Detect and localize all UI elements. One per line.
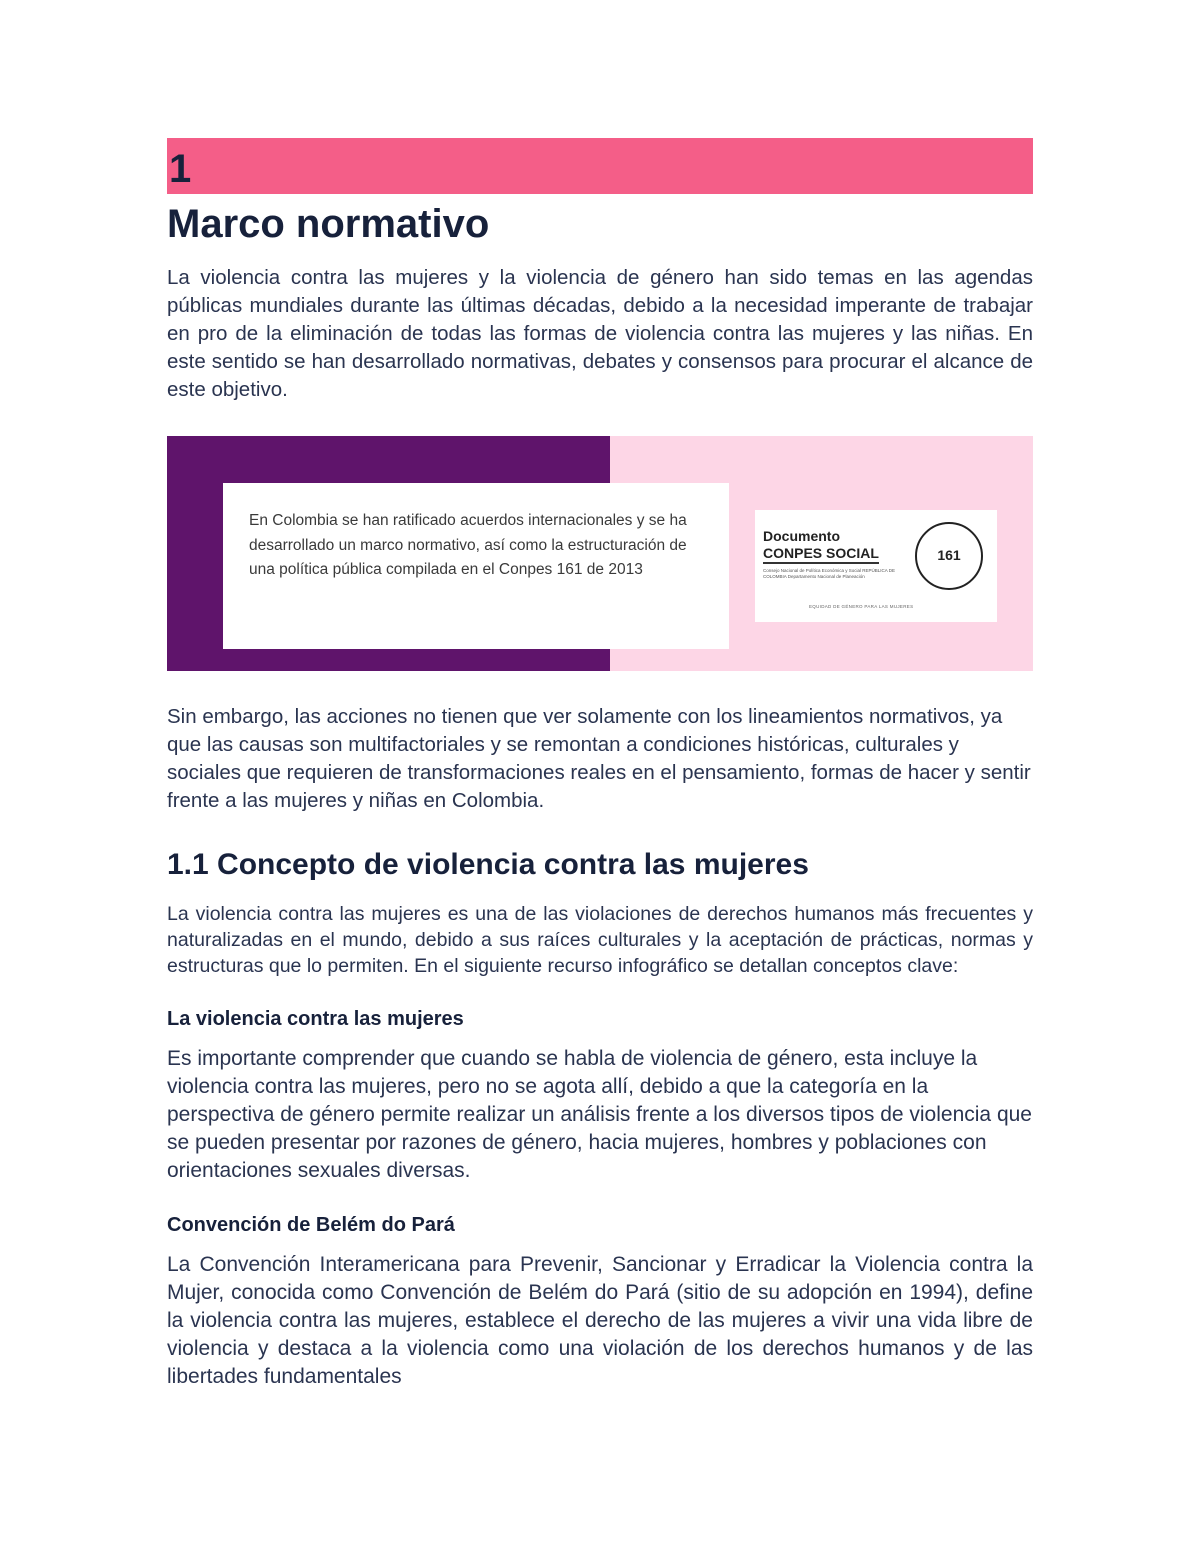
infographic-text-card (223, 483, 729, 649)
chapter-intro-paragraph: La violencia contra las mujeres y la violencia de género han sido temas en las agendas públicas mundiales durante las últimas décadas, debido a la necesidad imperante de trabajar en pro de la eliminación de todas las formas de violencia contra las mujeres y las niñas. En este sentido se han desarrollado normativas, debates y consensos para procurar el alcance de este objetivo. (167, 266, 1033, 401)
infographic-card-text: En Colombia se han ratificado acuerdos internacionales y se ha desarrollado un marco normativo, así como la estructuración de una política pública compilada en el Conpes 161 de 2013 (249, 512, 687, 578)
paragraph-after-infographic: Sin embargo, las acciones no tienen que ver solamente con los lineamientos normativos, ya que las causas son multifactoriales y se remontan a condiciones históricas, culturales y sociales que requieren de transformaciones reales en el pensamiento, formas de hacer y sentir frente a las mujeres y niñas en Colombia. (167, 705, 1031, 812)
subsection-heading: Convención de Belém do Pará (167, 1214, 455, 1236)
document-page (167, 138, 1033, 1391)
conpes-label-line1: Documento (763, 528, 840, 544)
section-intro-paragraph: La violencia contra las mujeres es una de las violaciones de derechos humanos más frecuentes y naturalizadas en el mundo, debido a sus raíces culturales y la aceptación de prácticas, normas y estructuras que lo permiten. En el siguiente recurso infográfico se detallan conceptos clave: (167, 903, 1033, 977)
section-title: 1.1 Concepto de violencia contra las mujeres (167, 848, 809, 881)
conpes-number: 161 (937, 547, 961, 563)
chapter-header-bar (167, 138, 1033, 194)
chapter-title: Marco normativo (167, 202, 490, 246)
conpes-document-cover (755, 510, 997, 622)
conpes-label-line2: CONPES SOCIAL (763, 545, 879, 564)
subsection-heading: La violencia contra las mujeres (167, 1008, 464, 1030)
conpes-footer-text: EQUIDAD DE GÉNERO PARA LAS MUJERES (809, 604, 914, 609)
subsection-body: La Convención Interamericana para Prevenir, Sancionar y Erradicar la Violencia contra la Mujer, conocida como Convención de Belém do Pará (sitio de su adopción en 1994), define la violencia contra las mujeres, establece el derecho de las mujeres a vivir una vida libre de violencia y destaca a la violencia como una violación de los derechos humanos y de las libertades fundamentales (167, 1253, 1033, 1388)
subsection-body: Es importante comprender que cuando se habla de violencia de género, esta incluye la violencia contra las mujeres, pero no se agota allí, debido a que la categoría en la perspectiva de género permite realizar un análisis frente a los diversos tipos de violencia que se pueden presentar por razones de género, hacia mujeres, hombres y poblaciones con orientaciones sexuales diversas. (167, 1047, 1032, 1182)
conpes-number-circle (915, 522, 983, 590)
conpes-small-text: Consejo Nacional de Política Económica y Social REPÚBLICA DE COLOMBIA Departamento Nacional de Planeación (763, 568, 896, 579)
conpes-infographic (167, 436, 1033, 671)
chapter-number: 1 (169, 147, 192, 191)
